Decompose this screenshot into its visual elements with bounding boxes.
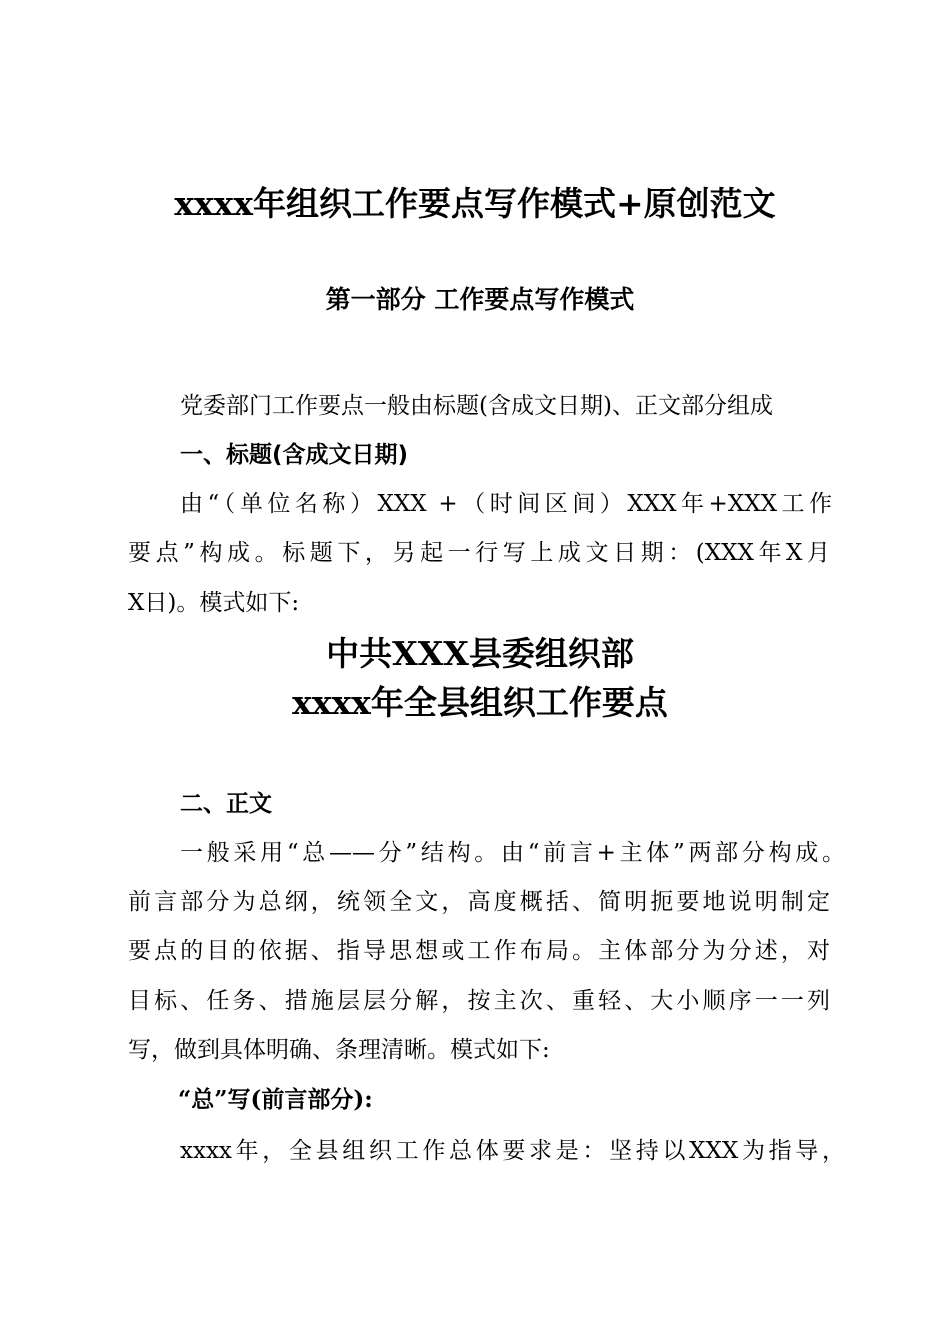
sample-title-line-1: 中共XXX县委组织部 xyxy=(326,634,634,673)
section2-text-1: 一般采用“总——分”结构。由“前言+主体”两部分构成。 xyxy=(180,840,845,866)
section1-text-1: 由“（单位名称）XXX +（时间区间）XXX年+XXX工作 xyxy=(180,491,832,517)
intro-paragraph: 党委部门工作要点一般由标题(含成文日期)、正文部分组成 xyxy=(180,393,773,419)
section2-line-2 xyxy=(128,884,830,920)
section1-line-3: X日)。模式如下: xyxy=(128,590,300,616)
section1-text-2: 要点”构成。标题下，另起一行写上成文日期：(XXX年X月 xyxy=(128,540,830,566)
section2-line-1 xyxy=(180,835,845,871)
sample-title-line-2: xxxx年全县组织工作要点 xyxy=(292,683,668,722)
section2-text-2: 前言部分为总纲，统领全文，高度概括、简明扼要地说明制定 xyxy=(128,889,830,915)
section2-last-line xyxy=(180,1133,845,1169)
section2-text-4: 目标、任务、措施层层分解，按主次、重轻、大小顺序一一列 xyxy=(128,988,830,1014)
section2-last-text: xxxx年，全县组织工作总体要求是：坚持以XXX为指导， xyxy=(180,1138,845,1164)
section2-line-5: 写，做到具体明确、条理清晰。模式如下: xyxy=(128,1037,550,1063)
section1-line-2 xyxy=(128,535,830,571)
section-heading-body: 二、正文 xyxy=(180,791,272,817)
section2-line-4 xyxy=(128,983,830,1019)
section1-line-1 xyxy=(180,486,832,522)
section2-text-3: 要点的目的依据、指导思想或工作布局。主体部分为分述，对 xyxy=(128,938,830,964)
document-title: xxxx年组织工作要点写作模式+原创范文 xyxy=(174,184,776,223)
part-title: 第一部分 工作要点写作模式 xyxy=(325,285,635,314)
section-heading-title: 一、标题(含成文日期) xyxy=(180,442,409,468)
section2-line-3 xyxy=(128,933,830,969)
subheading-preface: “总”写(前言部分): xyxy=(178,1086,373,1113)
